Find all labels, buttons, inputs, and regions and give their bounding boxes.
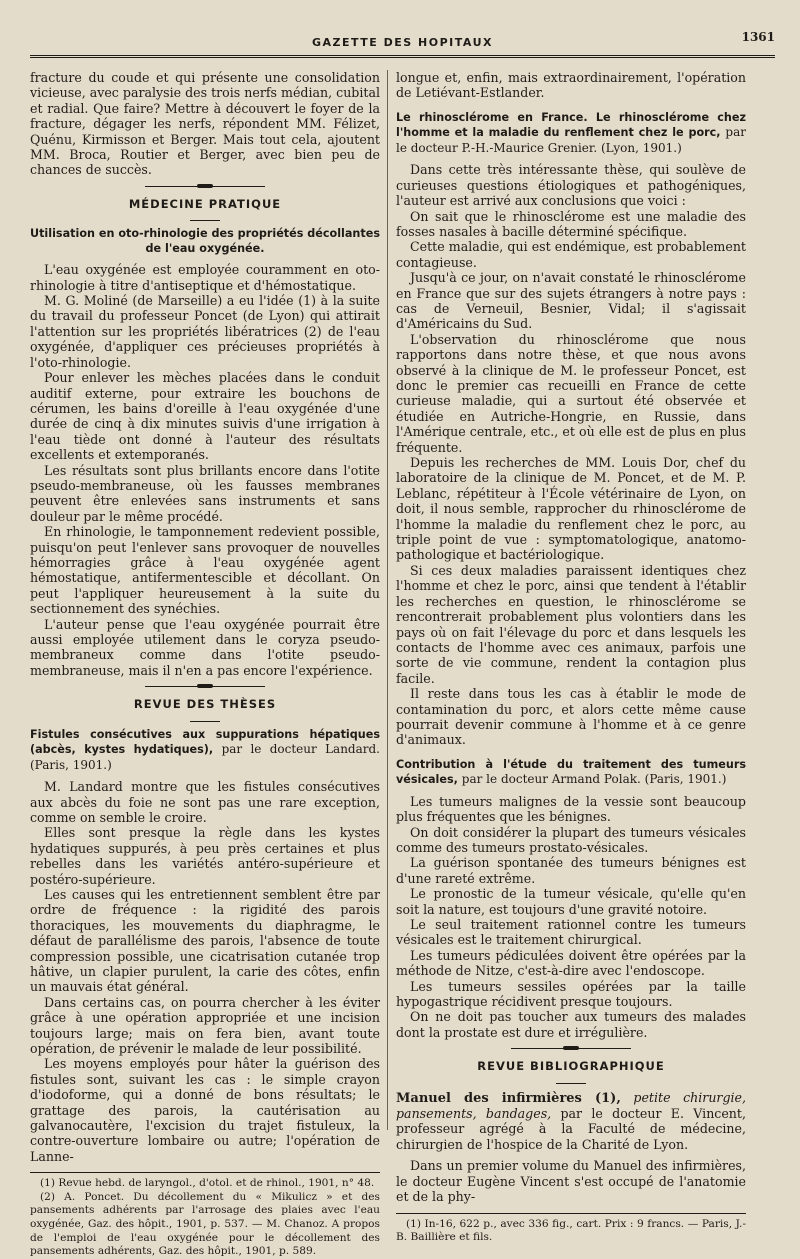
article-heading — [396, 758, 746, 788]
right-column — [396, 70, 746, 1244]
paragraph: Il reste dans tous les cas à établir le mode de contamination du porc, et alors cette même cause pourrait devenir commune à l'homme et à ce genre d'animaux. — [396, 686, 746, 748]
book-author: par le docteur E. Vincent, professeur agrégé à la Faculté de médecine, chirurgien de l'hospice de la Charité de Lyon. — [396, 1106, 746, 1152]
footnote: (1) In-16, 622 p., avec 336 fig., cart. Prix : 9 francs. — Paris, J.-B. Baillière et fils. — [396, 1217, 746, 1244]
paragraph: Depuis les recherches de MM. Louis Dor, chef du laboratoire de la clinique de M. Poncet, et de M. P. Leblanc, répétiteur à l'École vétérinaire de Lyon, on doit, il nous semble, rapprocher du rhinosclérome de l'homme la maladie du renflement chez le porc, au triple point de vue : symptomatologique, anatomo-pathologique et bactériologique. — [396, 455, 746, 563]
article-title: Utilisation en oto-rhinologie des propriétés décollantes de l'eau oxygénée. — [30, 227, 380, 255]
left-column — [30, 70, 380, 1258]
paragraph: Les tumeurs pédiculées doivent être opérées par la méthode de Nitze, c'est-à-dire avec l'endoscope. — [396, 947, 746, 979]
footnote: (1) Revue hebd. de laryngol., d'otol. et de rhinol., 1901, n° 48. — [40, 1177, 375, 1190]
intro-paragraph: fracture du coude et qui présente une consolidation vicieuse, avec paralysie des trois nerfs médian, cubital et radial. Que faire? Mettre à découvert le foyer de la fracture, dégager les nerfs, répondent MM. Félizet, Quénu, Kirmisson et Berger. Mais tout cela, ajoutent MM. Broca, Routier et Berger, avec bien peu de chances de succès. — [30, 70, 380, 178]
article-byline: par le docteur Armand Polak. (Paris, 1901.) — [461, 772, 727, 787]
paragraph: Dans cette très intéressante thèse, qui soulève de curieuses questions étiologiques et pathogéniques, l'auteur est arrivé aux conclusions que voici : — [396, 162, 746, 209]
journal-title: GAZETTE DES HOPITAUX — [312, 36, 493, 49]
article-heading — [396, 111, 746, 157]
paragraph: Jusqu'à ce jour, on n'avait constaté le rhinosclérome en France que sur des sujets étrangers à notre pays : cas de Verneuil, Besnier, Vidal; il s'agissait d'Américains du Sud. — [396, 270, 746, 332]
continuation-paragraph: longue et, enfin, mais extraordinairement, l'opération de Letiévant-Estlander. — [396, 70, 746, 101]
book-entry — [396, 1090, 746, 1153]
article-title: Le rhinosclérome en France. Le rhinosclérome chez l'homme et la maladie du renflement chez le porc, — [396, 110, 746, 140]
paragraph: Les tumeurs malignes de la vessie sont beaucoup plus fréquentes que les bénignes. — [396, 793, 746, 825]
article-title: Contribution à l'étude du traitement des tumeurs vésicales, — [396, 757, 746, 787]
paragraph: On ne doit pas toucher aux tumeurs des malades dont la prostate est dure et irrégulière. — [396, 1009, 746, 1040]
column-divider — [387, 70, 388, 1130]
footnotes — [396, 1213, 746, 1245]
book-subtitle: petite chirurgie, pansements, bandages, — [396, 1089, 746, 1122]
section-title: MÉDECINE PRATIQUE — [128, 196, 282, 211]
paragraph: M. G. Moliné (de Marseille) a eu l'idée (1) à la suite du travail du professeur Poncet (de Lyon) qui attirait l'attention sur les propriétés libératrices (2) de l'eau oxygénée, d'appliquer ces précieuses propriétés à l'oto-rhinologie. — [30, 293, 380, 370]
paragraph: En rhinologie, le tamponnement redevient possible, puisqu'on peut l'enlever sans provoquer de nouvelles hémorragies grâce à l'eau oxygénée agent hémostatique, antifermentescible et décollant. On peut l'appliquer heureusement à la suite du sectionnement des synéchies. — [30, 524, 380, 617]
section-title: REVUE DES THÈSES — [133, 697, 277, 712]
header-rule — [30, 55, 775, 58]
paragraph: M. Landard montre que les fistules consécutives aux abcès du foie ne sont pas une rare exception, comme on semble le croire. — [30, 779, 380, 825]
paragraph: Les tumeurs sessiles opérées par la taille hypogastrique récidivent presque toujours. — [396, 978, 746, 1010]
paragraph: L'observation du rhinosclérome que nous rapportons dans notre thèse, et que nous avons observé à la clinique de M. le professeur Poncet, est donc le premier cas recueilli en France de cette curieuse maladie, qui a surtout été observée et étudiée en Autriche-Hongrie, en Russie, dans l'Amérique centrale, etc., et où elle est de plus en plus fréquente. — [396, 331, 746, 455]
footnote: (2) A. Poncet. Du décollement du « Mikulicz » et des pansements adhérents par l'arrosage des plaies avec l'eau oxygénée, Gaz. des hôpit., 1901, p. 537. — M. Chanoz. A propos de l'emploi de l'eau oxygénée pour le décollement des pansements adhérents, Gaz. des hôpit., 1901, p. 589. — [30, 1190, 380, 1258]
paragraph: Le pronostic de la tumeur vésicale, qu'elle qu'en soit la nature, est toujours d'une gravité notoire. — [396, 886, 746, 917]
paragraph: Dans certains cas, on pourra chercher à les éviter grâce à une opération appropriée et une incision toujours large; mais on fera bien, avant toute opération, de prévenir le malade de leur possibilité. — [30, 994, 380, 1057]
paragraph: Si ces deux maladies paraissent identiques chez l'homme et chez le porc, ainsi que tendent à l'établir les recherches en question, le rhinosclérome se rencontrerait probablement plus volontiers dans les pays où on fait l'élevage du porc et dans lesquels les contacts de l'homme avec ces animaux, parfois une sorte de vie commune, rendent la contagion plus facile. — [396, 562, 746, 686]
paragraph: La guérison spontanée des tumeurs bénignes est d'une rareté extrême. — [396, 855, 746, 886]
ornament-divider — [511, 1048, 631, 1049]
article-byline: par le docteur Landard. (Paris, 1901.) — [30, 742, 380, 772]
paragraph: Cette maladie, qui est endémique, est probablement contagieuse. — [396, 239, 746, 270]
page-header — [30, 30, 775, 58]
paragraph: On doit considérer la plupart des tumeurs vésicales comme des tumeurs prostato-vésicales. — [396, 824, 746, 855]
paragraph: Pour enlever les mèches placées dans le conduit auditif externe, pour extraire les bouchons de cérumen, les bains d'oreille à l'eau oxygénée d'une durée de cinq à dix minutes suivis d'une irrigation à l'eau tiède ont donné à l'auteur des résultats excellents et extemporanés. — [30, 370, 380, 463]
short-rule — [556, 1083, 586, 1084]
article-title: Fistules consécutives aux suppurations hépatiques (abcès, kystes hydatiques), — [30, 727, 380, 757]
book-title: Manuel des infirmières (1), — [396, 1090, 621, 1106]
ornament-divider — [145, 186, 265, 187]
paragraph: L'eau oxygénée est employée couramment en oto-rhinologie à titre d'antiseptique et d'hémostatique. — [30, 262, 380, 293]
short-rule — [190, 721, 220, 722]
footnotes — [30, 1172, 380, 1259]
paragraph: Les résultats sont plus brillants encore dans l'otite pseudo-membraneuse, où les fausses membranes peuvent être enlevées sans instruments et sans douleur par le même procédé. — [30, 462, 380, 524]
paragraph: Dans un premier volume du Manuel des infirmières, le docteur Eugène Vincent s'est occupé de l'anatomie et de la phy- — [396, 1158, 746, 1205]
paragraph: Elles sont presque la règle dans les kystes hydatiques suppurés, à peu près certaines et plus rebelles dans les variétés antéro-supérieure et postéro-supérieure. — [30, 825, 380, 887]
paragraph: Les moyens employés pour hâter la guérison des fistules sont, suivant les cas : le simple crayon d'iodoforme, qui a donné de bons résultats; le grattage des parois, la cautérisation au galvanocautère, l'excision du trajet fistuleux, la contre-ouverture lombaire ou autre; l'opération de Lanne- — [30, 1056, 380, 1164]
ornament-divider — [145, 686, 265, 687]
paragraph: Le seul traitement rationnel contre les tumeurs vésicales est le traitement chirurgical. — [396, 917, 746, 948]
article-heading — [30, 728, 380, 774]
paragraph: L'auteur pense que l'eau oxygénée pourrait être aussi employée utilement dans le coryza pseudo-membraneux comme dans l'otite pseudo-membraneuse, mais il n'en a pas encore l'expérience. — [30, 616, 380, 678]
article-byline: par le docteur P.-H.-Maurice Grenier. (Lyon, 1901.) — [396, 125, 746, 155]
page-number: 1361 — [741, 30, 775, 44]
section-title: REVUE BIBLIOGRAPHIQUE — [477, 1059, 665, 1074]
short-rule — [190, 220, 220, 221]
paragraph: Les causes qui les entretiennent semblent être par ordre de fréquence : la rigidité des parois thoraciques, les mouvements du diaphragme, le défaut de parallélisme des parois, l'absence de toute compression possible, une cicatrisation cutanée trop hâtive, un clapier purulent, la carie des côtes, enfin un mauvais état général. — [30, 886, 380, 995]
paragraph: On sait que le rhinosclérome est une maladie des fosses nasales à bacille déterminé spécifique. — [396, 208, 746, 239]
